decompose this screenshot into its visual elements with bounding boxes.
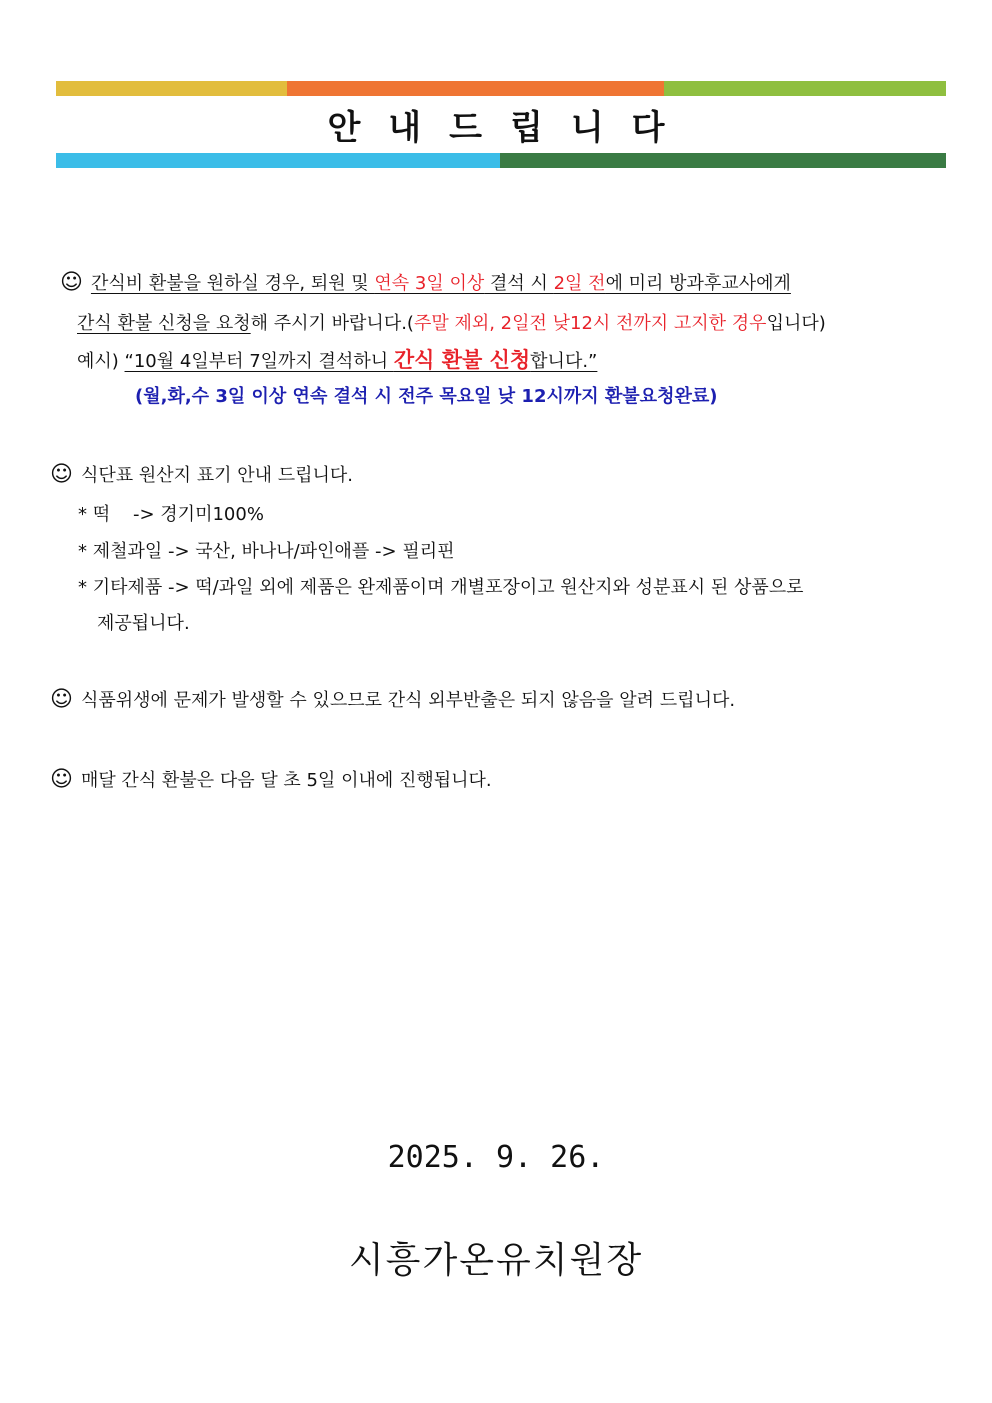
notice1-example: “10월 4일부터 7일까지 결석하니 간식 환불 신청합니다.” [124,348,598,372]
smile-icon: ☺ [50,462,73,487]
page-title: 안내드립니다 [327,108,693,148]
top-bar-orange [287,81,664,96]
top-bar-yellow [56,81,287,96]
smile-icon: ☺ [50,687,73,712]
notice1-line1 [60,270,791,297]
signature: 시흥가온유치원장 [348,1240,644,1281]
top-bar-green [664,81,946,96]
notice2-item: * 떡 -> 경기미100% [78,504,264,525]
bottom-bar-green [500,153,946,168]
notice3: ☺ 식품위생에 문제가 발생할 수 있으므로 간식 외부반출은 되지 않음을 알려 드립니다. [50,687,736,712]
bottom-bar-blue [56,153,500,168]
notice1-line2: 간식 환불 신청을 요청해 주시기 바랍니다.(주말 제외, 2일전 낮12시 전까지 고지한 경우입니다) [77,313,826,334]
notice2-heading: ☺ 식단표 원산지 표기 안내 드립니다. [50,462,353,487]
notice2-item: * 기타제품 -> 떡/과일 외에 제품은 완제품이며 개별포장이고 원산지와 성분표시 된 상품으로 [78,577,804,598]
notice2-item: * 제철과일 -> 국산, 바나나/파인애플 -> 필리핀 [78,541,455,562]
smile-icon: ☺ [50,767,73,792]
notice1-line4: (월,화,수 3일 이상 연속 결석 시 전주 목요일 낮 12시까지 환불요청완료) [135,386,718,407]
notice2-item-continuation: 제공됩니다. [97,613,190,634]
smile-icon: ☺ [60,270,83,295]
notice1-text: 간식비 환불을 원하실 경우, 퇴원 및 연속 3일 이상 결석 시 2일 전에 미리 방과후교사에게 [90,273,791,294]
notice4: ☺ 매달 간식 환불은 다음 달 초 5일 이내에 진행됩니다. [50,767,492,792]
document-date: 2025. 9. 26. [387,1140,605,1175]
notice1-line3: 예시) “10월 4일부터 7일까지 결석하니 간식 환불 신청합니다.” [77,348,598,372]
